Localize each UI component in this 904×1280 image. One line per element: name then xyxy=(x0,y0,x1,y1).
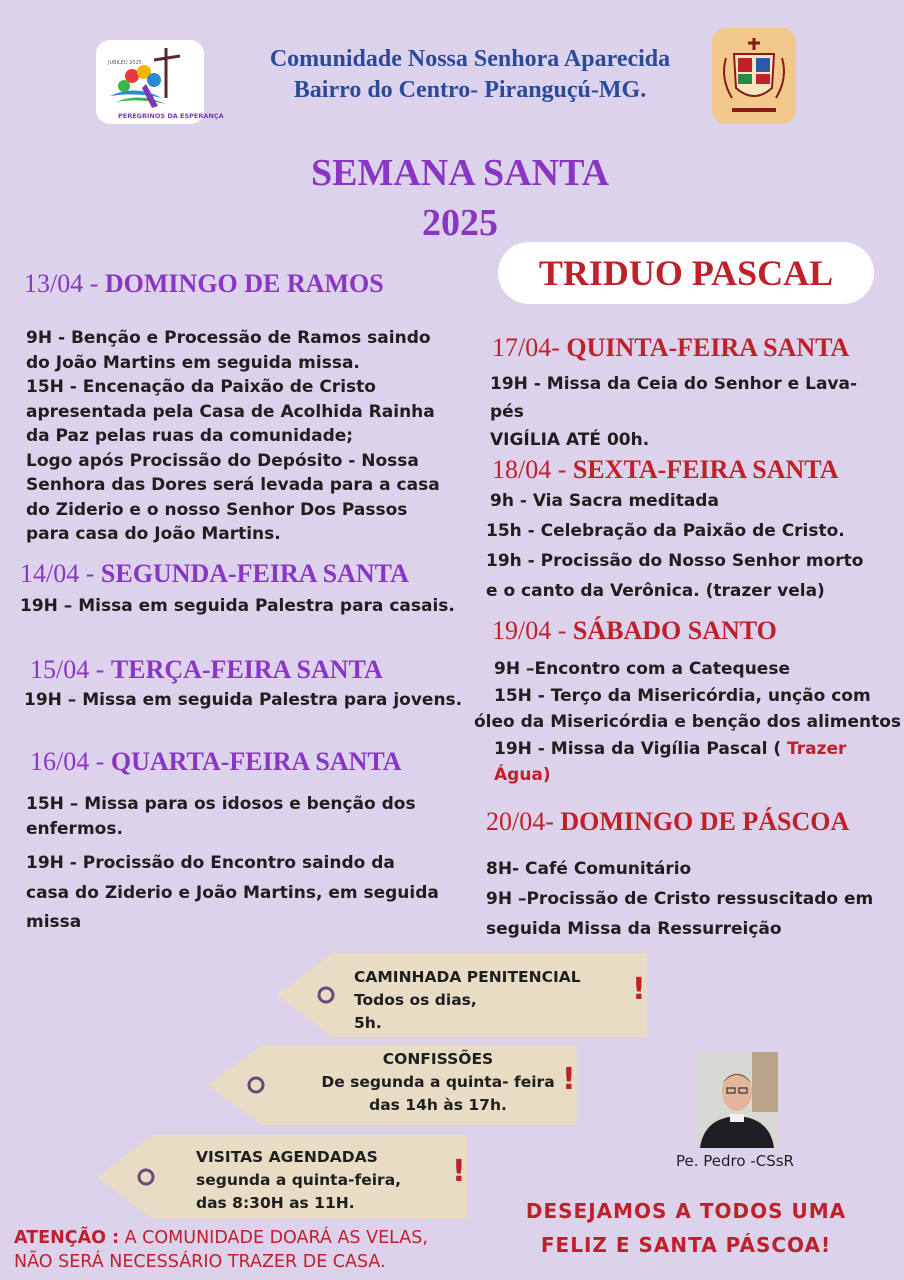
day-heading-quarta xyxy=(30,746,402,778)
priest-name: Pe. Pedro -CSsR xyxy=(676,1152,794,1170)
detail-line: e o canto da Verônica. (trazer vela) xyxy=(486,581,825,601)
jubilee-logo-art xyxy=(96,40,224,124)
detail-line: 15H - Encenação da Paixão de Cristo xyxy=(26,377,376,397)
detail-line: 15H – Missa para os idosos e benção dos xyxy=(26,794,416,814)
priest-photo xyxy=(696,1052,778,1148)
detail-line: apresentada pela Casa de Acolhida Rainha xyxy=(26,401,435,422)
day-details-sexta xyxy=(486,486,886,606)
detail-line: seguida Missa da Ressurreição xyxy=(486,919,782,939)
detail-line: 19h - Procissão do Nosso Senhor morto xyxy=(486,551,864,571)
detail-line: casa do Ziderio e João Martins, em seguida xyxy=(26,882,439,903)
easter-wish xyxy=(508,1194,864,1262)
day-date: 20/04- xyxy=(486,807,561,836)
day-name: QUARTA-FEIRA SANTA xyxy=(110,747,402,776)
day-name: TERÇA-FEIRA SANTA xyxy=(110,655,383,684)
day-details-sabado xyxy=(474,656,902,789)
detail-line: óleo da Misericórdia e benção dos alimentos xyxy=(474,712,902,732)
day-date: 18/04 - xyxy=(492,455,573,484)
title-line-1: SEMANA SANTA xyxy=(310,152,610,194)
sign-confissoes xyxy=(318,1048,558,1117)
detail-line: 9H - Benção e Processão de Ramos saindo xyxy=(26,328,431,348)
day-heading-domingo-ramos xyxy=(24,268,384,300)
day-heading-segunda xyxy=(20,558,409,590)
detail-line: da Paz pelas ruas da comunidade; xyxy=(26,426,354,446)
exclamation-icon: ! xyxy=(452,1154,466,1189)
day-details-quinta xyxy=(490,370,890,454)
notice-line-2: NÃO SERÁ NECESSÁRIO TRAZER DE CASA. xyxy=(14,1252,386,1272)
day-date: 13/04 - xyxy=(24,269,105,298)
title-year: 2025 xyxy=(422,202,498,244)
day-name: SEXTA-FEIRA SANTA xyxy=(572,455,839,484)
jubilee-logo xyxy=(96,40,224,124)
community-location: Bairro do Centro- Piranguçú-MG. xyxy=(293,77,647,103)
sign-caminhada xyxy=(354,966,614,1035)
detail-line: 15H - Terço da Misericórdia, unção com xyxy=(494,685,871,706)
sign-title: CAMINHADA PENITENCIAL xyxy=(354,968,581,986)
detail-line: VIGÍLIA ATÉ 00h. xyxy=(490,430,650,450)
detail-line: do João Martins em seguida missa. xyxy=(26,352,360,373)
day-details-domingo-ramos xyxy=(26,326,456,547)
detail-line: Senhora das Dores será levada para a casa xyxy=(26,475,440,495)
detail-line: para casa do João Martins. xyxy=(26,524,281,544)
detail-line: enfermos. xyxy=(26,818,123,839)
day-date: 19/04 - xyxy=(492,616,573,645)
detail-line: 9H –Encontro com a Catequese xyxy=(494,659,790,679)
page-title xyxy=(250,148,670,248)
day-date: 14/04 - xyxy=(20,559,101,588)
day-date: 17/04- xyxy=(492,333,567,362)
day-date: 15/04 - xyxy=(30,655,111,684)
notice xyxy=(14,1226,504,1274)
day-heading-sexta xyxy=(492,454,838,486)
day-heading-pascoa xyxy=(486,806,849,838)
sign-line: das 8:30H as 11H. xyxy=(196,1194,355,1212)
detail-line: Logo após Procissão do Depósito - Nossa xyxy=(26,450,419,471)
detail-text: 19H - Missa da Vigília Pascal ( xyxy=(494,738,788,759)
exclamation-icon: ! xyxy=(562,1062,576,1097)
day-date: 16/04 - xyxy=(30,747,111,776)
detail-line: 15h - Celebração da Paixão de Cristo. xyxy=(486,521,845,541)
wish-line-1: DESEJAMOS A TODOS UMA xyxy=(525,1199,847,1223)
day-heading-quinta xyxy=(492,332,849,364)
sign-visitas xyxy=(196,1146,426,1215)
day-name: SÁBADO SANTO xyxy=(572,616,777,645)
detail-line: 9H –Procissão de Cristo ressuscitado em xyxy=(486,889,874,909)
detail-line: 19H - Missa da Ceia do Senhor e Lava-pés xyxy=(490,374,858,422)
sign-line: segunda a quinta-feira, xyxy=(196,1171,402,1189)
notice-line-1: A COMUNIDADE DOARÁ AS VELAS, xyxy=(119,1228,428,1248)
sign-line: Todos os dias, xyxy=(354,991,477,1009)
wish-line-2: FELIZ E SANTA PÁSCOA! xyxy=(540,1233,832,1257)
detail-line: 19H – Missa em seguida Palestra para jovens. xyxy=(24,690,463,710)
sign-title: CONFISSÕES xyxy=(382,1050,494,1068)
detail-line xyxy=(494,736,902,789)
detail-line: 19H - Procissão do Encontro saindo da xyxy=(26,853,395,873)
sign-line: das 14h às 17h. xyxy=(369,1096,507,1114)
sign-line: 5h. xyxy=(354,1014,382,1032)
detail-line: missa xyxy=(26,912,82,932)
bring-water-highlight: Trazer Água) xyxy=(494,738,847,785)
exclamation-icon: ! xyxy=(632,972,646,1007)
crest-icon xyxy=(712,28,796,124)
day-name: DOMINGO DE RAMOS xyxy=(104,269,384,298)
notice-label: ATENÇÃO : xyxy=(14,1228,120,1248)
triduo-badge: TRIDUO PASCAL xyxy=(498,242,874,304)
day-details-quarta xyxy=(26,792,446,935)
day-details-terca xyxy=(24,688,464,713)
detail-line: do Ziderio e o nosso Senhor Dos Passos xyxy=(26,499,408,520)
community-header xyxy=(210,44,730,106)
community-name: Comunidade Nossa Senhora Aparecida xyxy=(269,46,671,72)
logo-caption: PEREGRINOS DA ESPERANÇA xyxy=(118,112,224,120)
day-name: QUINTA-FEIRA SANTA xyxy=(566,333,850,362)
parish-crest-logo xyxy=(712,28,796,124)
day-name: DOMINGO DE PÁSCOA xyxy=(560,807,850,836)
day-heading-terca xyxy=(30,654,383,686)
day-details-segunda xyxy=(20,594,460,619)
day-name: SEGUNDA-FEIRA SANTA xyxy=(100,559,409,588)
day-heading-sabado xyxy=(492,615,777,647)
sign-title: VISITAS AGENDADAS xyxy=(196,1148,378,1166)
detail-line: 8H- Café Comunitário xyxy=(486,859,692,879)
logo-small-text: JUBILEU 2025 xyxy=(108,60,142,66)
sign-line: De segunda a quinta- feira xyxy=(321,1073,555,1091)
priest-portrait-icon xyxy=(696,1052,778,1148)
detail-line: 9h - Via Sacra meditada xyxy=(490,491,719,511)
day-details-pascoa xyxy=(486,854,886,944)
detail-line: 19H – Missa em seguida Palestra para casais. xyxy=(20,596,455,616)
